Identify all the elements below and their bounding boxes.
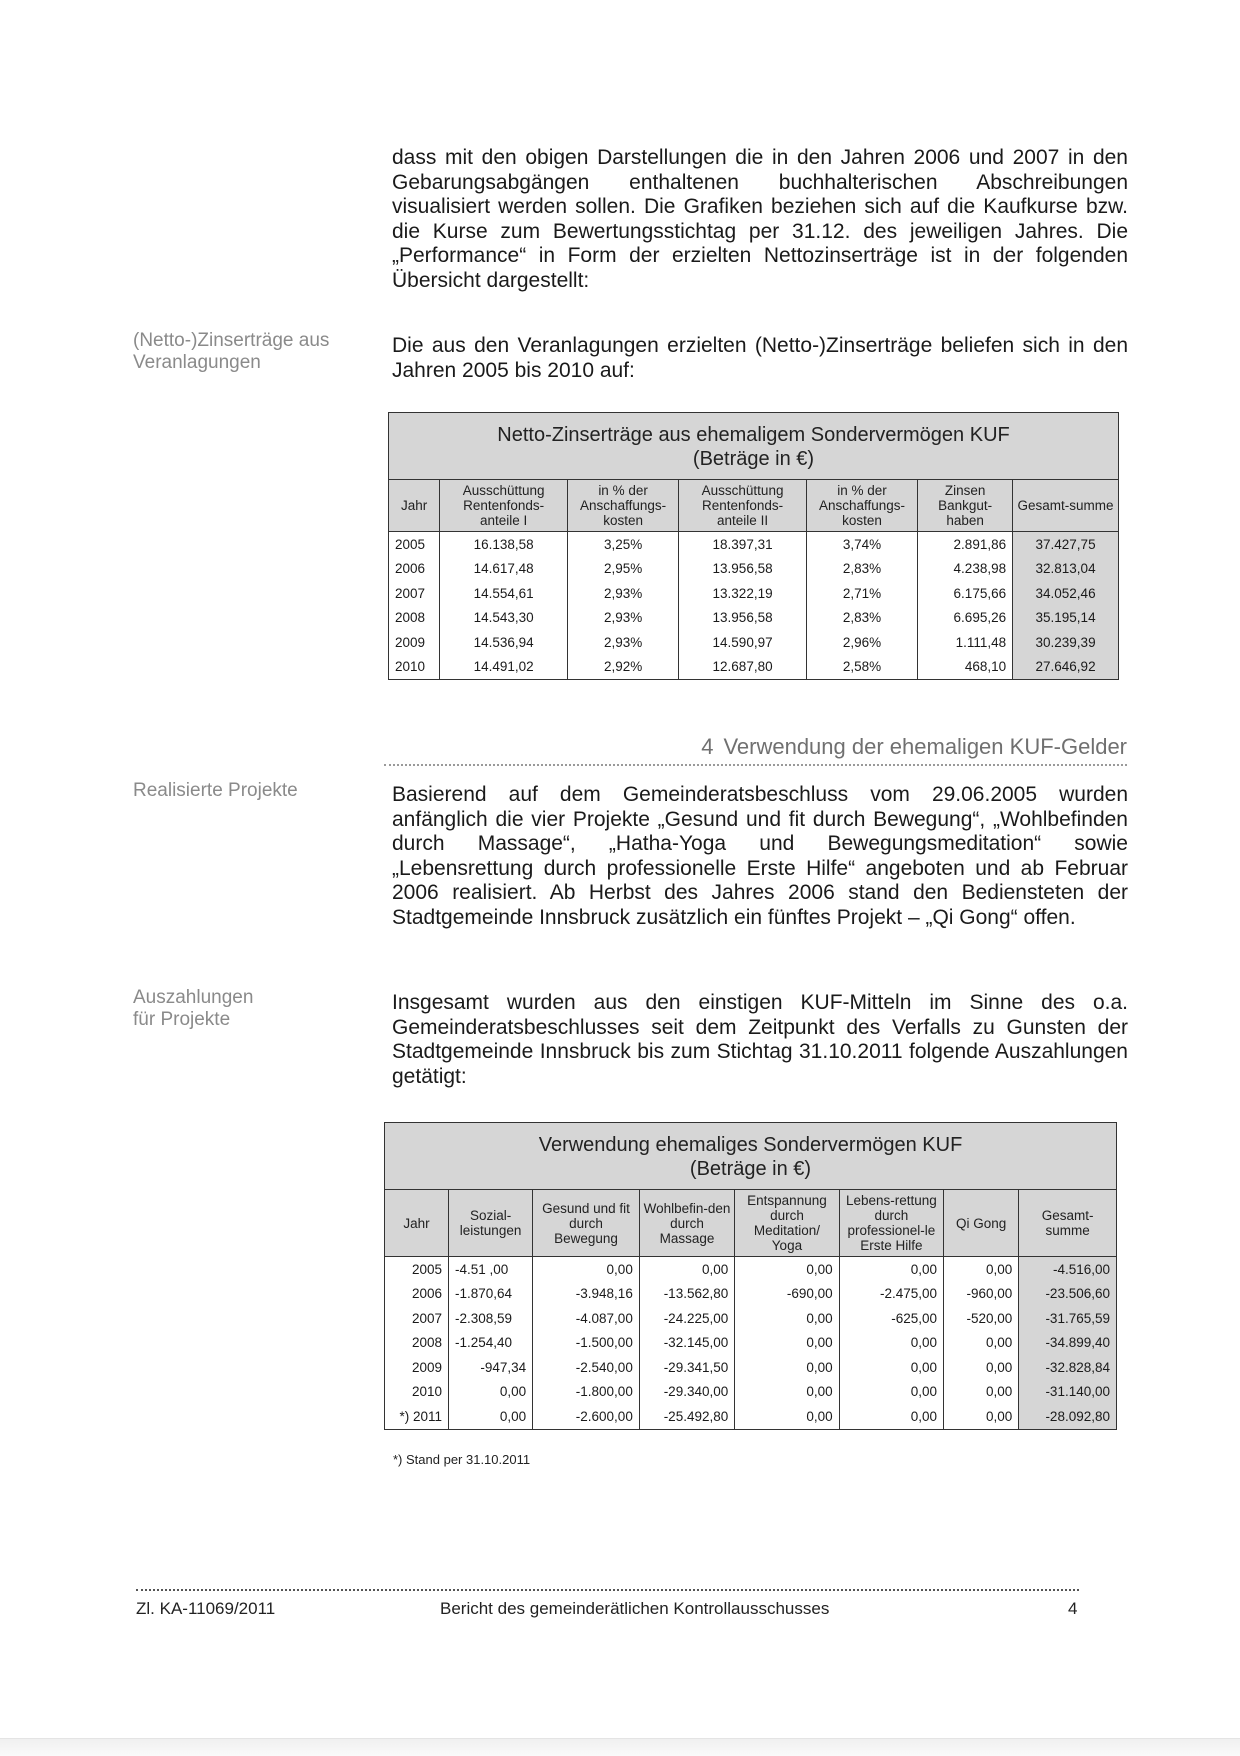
cell-year: 2007: [389, 581, 440, 606]
auszahlungen-paragraph: [392, 991, 1128, 1089]
netto-zinsertraege-table: [388, 412, 1119, 680]
cell: -2.308,59: [448, 1306, 532, 1331]
section-heading: [384, 734, 1127, 766]
cell: 0,00: [839, 1355, 943, 1380]
cell: -1.500,00: [533, 1331, 640, 1356]
margin-note-line2: für Projekte: [133, 1009, 231, 1030]
cell-year: 2010: [385, 1380, 449, 1405]
cell: -32.145,00: [639, 1331, 734, 1356]
cell-total: -31.140,00: [1019, 1380, 1117, 1405]
projekte-text: Basierend auf dem Gemeinderatsbeschluss vom 29.06.2005 wurden anfänglich die vier Projekte „Gesund und fit durch Bewegung“, „Wohlbefinden durch Massage“, „Hatha-Yoga und Bewegungsmeditation“ sowie „Lebensrettung durch professionelle Erste Hilfe“ angeboten und ab Februar 2006 realisiert. Ab Herbst des Jahres 2006 stand den Bediensteten der Stadtgemeinde Innsbruck zusätzlich ein fünftes Projekt – „Qi Gong“ offen.: [392, 783, 1128, 929]
cell-year: 2005: [389, 532, 440, 557]
cell: 0,00: [839, 1404, 943, 1429]
footer-reference: Zl. KA-11069/2011: [136, 1599, 276, 1618]
col-header: Gesamt-summe: [1019, 1190, 1117, 1257]
cell-year: *) 2011: [385, 1404, 449, 1429]
cell-year: 2005: [385, 1257, 449, 1282]
cell: 6.175,66: [918, 581, 1013, 606]
table-row: [385, 1355, 1117, 1380]
table-footnote: *) Stand per 31.10.2011: [393, 1452, 531, 1467]
cell: -13.562,80: [639, 1282, 734, 1307]
cell: 0,00: [839, 1380, 943, 1405]
cell: -29.340,00: [639, 1380, 734, 1405]
cell: 18.397,31: [679, 532, 807, 557]
cell-total: -34.899,40: [1019, 1331, 1117, 1356]
cell: -2.475,00: [839, 1282, 943, 1307]
table-row: [389, 630, 1119, 655]
cell-year: 2006: [385, 1282, 449, 1307]
cell: 0,00: [944, 1355, 1019, 1380]
cell: 0,00: [735, 1306, 839, 1331]
projekte-paragraph: [392, 783, 1128, 930]
cell: -3.948,16: [533, 1282, 640, 1307]
cell: 0,00: [944, 1331, 1019, 1356]
cell: -29.341,50: [639, 1355, 734, 1380]
netto-text: Die aus den Veranlagungen erzielten (Netto-)Zinserträge beliefen sich in den Jahren 2005 bis 2010 auf:: [392, 334, 1128, 382]
cell-total: -31.765,59: [1019, 1306, 1117, 1331]
cell: 0,00: [735, 1355, 839, 1380]
cell: 2,83%: [806, 606, 917, 631]
table-row: [385, 1306, 1117, 1331]
cell: 14.491,02: [440, 655, 568, 680]
cell: 13.956,58: [679, 606, 807, 631]
cell: 0,00: [639, 1257, 734, 1282]
cell-year: 2009: [385, 1355, 449, 1380]
footer-title: Bericht des gemeinderätlichen Kontrollausschusses: [440, 1599, 830, 1618]
cell: 16.138,58: [440, 532, 568, 557]
table-row: [389, 655, 1119, 680]
table-title-row: [385, 1123, 1117, 1190]
cell: 0,00: [839, 1257, 943, 1282]
cell: 2.891,86: [918, 532, 1013, 557]
cell-total: -28.092,80: [1019, 1404, 1117, 1429]
table-row: [389, 581, 1119, 606]
cell: 13.956,58: [679, 557, 807, 582]
table-row: [385, 1331, 1117, 1356]
cell: -4.087,00: [533, 1306, 640, 1331]
cell: -1.800,00: [533, 1380, 640, 1405]
footer-divider: [136, 1589, 1079, 1591]
col-header: Jahr: [389, 480, 440, 532]
col-header: Ausschüttung Rentenfonds-anteile II: [679, 480, 807, 532]
margin-note-projekte: Realisierte Projekte: [133, 780, 298, 801]
cell: 2,92%: [567, 655, 678, 680]
cell-total: 35.195,14: [1013, 606, 1119, 631]
col-header: in % der Anschaffungs-kosten: [567, 480, 678, 532]
cell: 14.590,97: [679, 630, 807, 655]
cell-total: 34.052,46: [1013, 581, 1119, 606]
cell: 0,00: [735, 1404, 839, 1429]
margin-note-auszahlungen: [133, 987, 373, 1031]
cell: -947,34: [448, 1355, 532, 1380]
col-header: Gesamt-summe: [1013, 480, 1119, 532]
cell: 4.238,98: [918, 557, 1013, 582]
table-row: [385, 1282, 1117, 1307]
cell: 3,25%: [567, 532, 678, 557]
intro-paragraph: [392, 146, 1128, 293]
cell-year: 2007: [385, 1306, 449, 1331]
cell: 0,00: [735, 1331, 839, 1356]
col-header: Entspannung durch Meditation/ Yoga: [735, 1190, 839, 1257]
cell: 0,00: [533, 1257, 640, 1282]
cell: -25.492,80: [639, 1404, 734, 1429]
col-header: Sozial-leistungen: [448, 1190, 532, 1257]
cell: -625,00: [839, 1306, 943, 1331]
cell: 13.322,19: [679, 581, 807, 606]
table-header-row: [385, 1190, 1117, 1257]
cell: 14.536,94: [440, 630, 568, 655]
cell-total: -4.516,00: [1019, 1257, 1117, 1282]
cell: 468,10: [918, 655, 1013, 680]
margin-note-line1: Auszahlungen: [133, 987, 254, 1008]
cell-total: 30.239,39: [1013, 630, 1119, 655]
table-title: [389, 413, 1119, 480]
cell: 2,93%: [567, 606, 678, 631]
cell: 2,93%: [567, 581, 678, 606]
cell: 2,71%: [806, 581, 917, 606]
cell: 12.687,80: [679, 655, 807, 680]
cell: 0,00: [448, 1404, 532, 1429]
col-header: in % der Anschaffungs-kosten: [806, 480, 917, 532]
verwendung-kuf-table: [384, 1122, 1117, 1430]
cell-total: -32.828,84: [1019, 1355, 1117, 1380]
cell: 0,00: [944, 1380, 1019, 1405]
intro-text: dass mit den obigen Darstellungen die in den Jahren 2006 und 2007 in den Gebarungsabgängen enthaltenen buchhalterischen Abschreibungen visualisiert werden sollen. Die Grafiken beziehen sich auf die Kaufkurse bzw. die Kurse zum Bewertungsstichtag per 31.12. des jeweiligen Jahres. Die „Performance“ in Form der erzielten Nettozinserträge ist in der folgenden Übersicht dargestellt:: [392, 146, 1128, 292]
table-row: [389, 532, 1119, 557]
auszahlungen-text: Insgesamt wurden aus den einstigen KUF-Mitteln im Sinne des o.a. Gemeinderatsbeschlusses seit dem Zeitpunkt des Verfalls zu Gunsten der Stadtgemeinde Innsbruck bis zum Stichtag 31.10.2011 folgende Auszahlungen getätigt:: [392, 991, 1128, 1088]
cell: 2,58%: [806, 655, 917, 680]
table-title-line2: (Beträge in €): [692, 448, 815, 470]
margin-note-netto: (Netto-)Zinserträge aus Veranlagungen: [133, 330, 330, 373]
cell-total: 32.813,04: [1013, 557, 1119, 582]
cell: -960,00: [944, 1282, 1019, 1307]
page-number: 4: [1068, 1599, 1078, 1618]
col-header: Lebens-rettung durch professionel-le Erste Hilfe: [839, 1190, 943, 1257]
cell: 0,00: [944, 1257, 1019, 1282]
cell: -690,00: [735, 1282, 839, 1307]
cell: 2,83%: [806, 557, 917, 582]
cell: 0,00: [735, 1380, 839, 1405]
cell: -1.870,64: [448, 1282, 532, 1307]
cell: 14.617,48: [440, 557, 568, 582]
cell: -2.540,00: [533, 1355, 640, 1380]
cell: 0,00: [839, 1331, 943, 1356]
cell: -4.51 ,00: [448, 1257, 532, 1282]
cell-total: 37.427,75: [1013, 532, 1119, 557]
col-header: Zinsen Bankgut-haben: [918, 480, 1013, 532]
cell-year: 2008: [385, 1331, 449, 1356]
table-row: [385, 1257, 1117, 1282]
cell: 2,95%: [567, 557, 678, 582]
cell-year: 2009: [389, 630, 440, 655]
col-header: Wohlbefin-den durch Massage: [639, 1190, 734, 1257]
cell: 1.111,48: [918, 630, 1013, 655]
table-row: [385, 1404, 1117, 1429]
cell: -520,00: [944, 1306, 1019, 1331]
netto-paragraph: [392, 334, 1128, 383]
cell-year: 2010: [389, 655, 440, 680]
cell: -24.225,00: [639, 1306, 734, 1331]
cell: 0,00: [944, 1404, 1019, 1429]
section-title: Verwendung der ehemaligen KUF-Gelder: [723, 734, 1127, 759]
table-title-line2: (Beträge in €): [689, 1158, 812, 1180]
table-title-line1: Verwendung ehemaliges Sondervermögen KUF: [538, 1134, 963, 1156]
scan-edge: [0, 1738, 1240, 1756]
table-title: [385, 1123, 1117, 1190]
cell: 6.695,26: [918, 606, 1013, 631]
table-row: [389, 557, 1119, 582]
cell: 0,00: [448, 1380, 532, 1405]
cell-total: 27.646,92: [1013, 655, 1119, 680]
cell: 14.543,30: [440, 606, 568, 631]
cell: -2.600,00: [533, 1404, 640, 1429]
cell: -1.254,40: [448, 1331, 532, 1356]
cell: 3,74%: [806, 532, 917, 557]
cell-year: 2006: [389, 557, 440, 582]
section-number: 4: [701, 734, 714, 759]
cell-year: 2008: [389, 606, 440, 631]
table-row: [385, 1380, 1117, 1405]
table-title-row: [389, 413, 1119, 480]
col-header: Ausschüttung Rentenfonds-anteile I: [440, 480, 568, 532]
cell: 2,93%: [567, 630, 678, 655]
table-row: [389, 606, 1119, 631]
table-title-line1: Netto-Zinserträge aus ehemaligem Sondervermögen KUF: [497, 424, 1010, 446]
cell: 14.554,61: [440, 581, 568, 606]
col-header: Gesund und fit durch Bewegung: [533, 1190, 640, 1257]
cell: 2,96%: [806, 630, 917, 655]
table-header-row: [389, 480, 1119, 532]
col-header: Qi Gong: [944, 1190, 1019, 1257]
cell: 0,00: [735, 1257, 839, 1282]
col-header: Jahr: [385, 1190, 449, 1257]
cell-total: -23.506,60: [1019, 1282, 1117, 1307]
